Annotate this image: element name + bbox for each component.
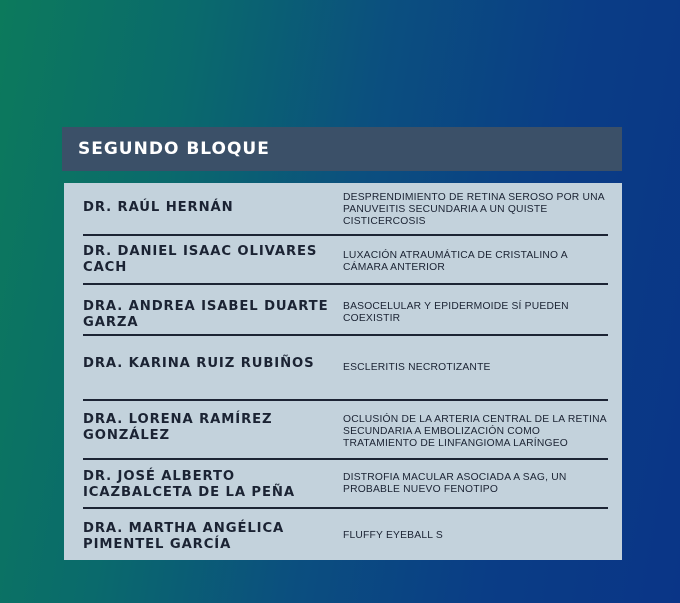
speaker-name: DRA. MARTHA ANGÉLICA PIMENTEL GARCÍA	[83, 521, 285, 552]
speaker-name: DR. RAÚL HERNÁN	[83, 200, 234, 215]
speaker-name: DRA. LORENA RAMÍREZ GONZÁLEZ	[83, 412, 273, 443]
speaker-name: DRA. KARINA RUIZ RUBIÑOS	[83, 356, 315, 371]
talk-topic: DESPRENDIMIENTO DE RETINA SEROSO POR UNA PANUVEITIS SECUNDARIA A UN QUISTE CISTICERCOSIS	[343, 192, 605, 227]
speaker-name: DRA. ANDREA ISABEL DUARTE GARZA	[83, 299, 329, 330]
talk-topic: OCLUSIÓN DE LA ARTERIA CENTRAL DE LA RETINA SECUNDARIA A EMBOLIZACIÓN COMO TRATAMIENTO DE LINFANGIOMA LARÍNGEO	[343, 414, 607, 449]
row-divider	[83, 283, 608, 285]
row-divider	[83, 234, 608, 236]
section-header	[62, 127, 622, 171]
row-divider	[83, 334, 608, 336]
section-title: SEGUNDO BLOQUE	[78, 139, 270, 159]
speaker-name: DR. JOSÉ ALBERTO ICAZBALCETA DE LA PEÑA	[83, 469, 295, 500]
row-divider	[83, 399, 608, 401]
talk-topic: BASOCELULAR Y EPIDERMOIDE SÍ PUEDEN COEXISTIR	[343, 301, 569, 324]
row-divider	[83, 458, 608, 460]
row-divider	[83, 507, 608, 509]
talk-topic: FLUFFY EYEBALL S	[343, 530, 443, 541]
schedule-card	[64, 183, 622, 560]
talk-topic: LUXACIÓN ATRAUMÁTICA DE CRISTALINO A CÁMARA ANTERIOR	[343, 250, 568, 273]
speaker-name: DR. DANIEL ISAAC OLIVARES CACH	[83, 244, 318, 275]
talk-topic: DISTROFIA MACULAR ASOCIADA A SAG, UN PROBABLE NUEVO FENOTIPO	[343, 472, 567, 495]
talk-topic: ESCLERITIS NECROTIZANTE	[343, 362, 491, 373]
